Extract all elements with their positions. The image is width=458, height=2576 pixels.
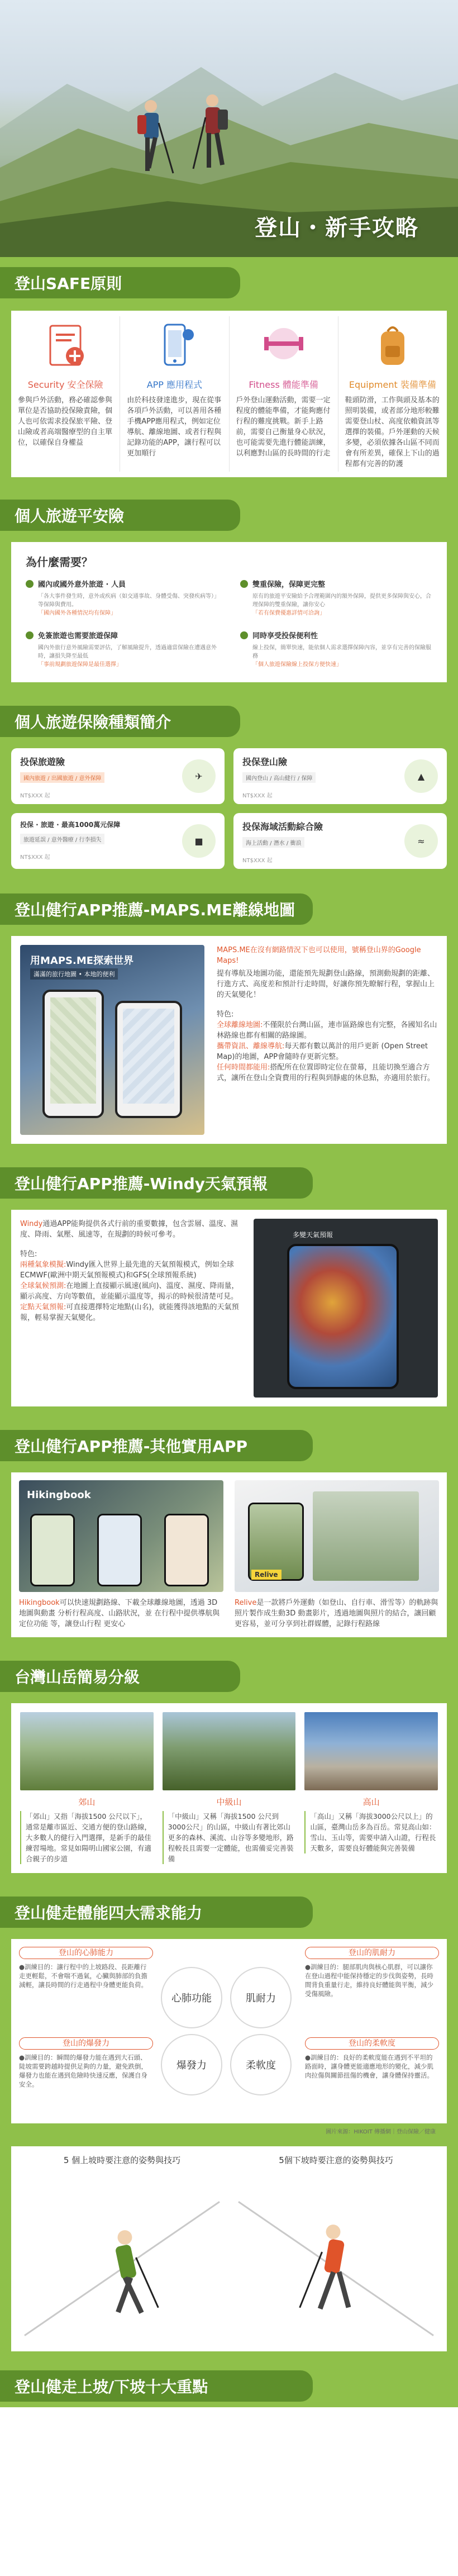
section-header-band [0, 1651, 458, 1701]
solo-item-title: 國內或國外意外旅遊 · 人員 [38, 581, 126, 589]
downhill-illustration [233, 2168, 439, 2341]
fitness-box-title: 登山的柔軟度 [305, 2037, 439, 2050]
mapsme-screenshot [20, 945, 204, 1135]
feature-label: 兩種氣象模擬: [20, 1261, 66, 1269]
feature-text: 不僅限於台灣山區，連市區路線也有完整，各國知名山林路線也都有相關的路線圖。 [217, 1021, 437, 1040]
plan-tag: 國內登山 / 高山健行 / 保障 [242, 772, 316, 783]
section-header-band [0, 2363, 458, 2407]
windy-body: 通過APP能夠提供各式行前的重要數據，包含雲層、溫度、濕度、降雨、氣壓、風速等，在規劃的時候可參考。 [20, 1220, 238, 1239]
fitness-box-title: 登山的心肺能力 [19, 1947, 153, 1959]
section-header-band [0, 883, 458, 934]
plan-tag: 旅遊延誤 / 意外醫療 / 行李損失 [20, 834, 104, 844]
feature-text: 搭配所在位置即時定位在螢幕，且能切換至適合方式，讓所在登山全資費用的行程與到靜處的休息點，亦適用於旅行。 [217, 1063, 435, 1082]
app-relive [235, 1480, 439, 1629]
plan-tag: 國內旅遊 / 出國旅遊 / 意外保障 [20, 772, 104, 783]
section-title-insurance: 個人旅遊保險種類簡介 [0, 706, 240, 737]
check-icon [240, 580, 248, 588]
posture-uphill [19, 2154, 225, 2344]
safe-card-equipment [338, 316, 447, 472]
wave-icon: ≈ [404, 824, 438, 858]
solo-item-title: 免簽旅遊也需要旅遊保障 [38, 632, 118, 640]
section-header-band [0, 696, 458, 746]
solo-item [240, 630, 432, 669]
safe-card-fitness [230, 316, 338, 472]
safe-card-text: 由於科技發達進步，現在從事各項戶外活動，可以善用各種手機APP應用程式，例如定位導航、離線地圖、或者行程與記錄功能的APP，讓行程可以更加順行 [127, 396, 222, 458]
fitness-section [0, 1937, 458, 2143]
solo-question: 為什麼需要？ [26, 555, 93, 569]
mapsme-intro: MAPS.ME在沒有網路情況下也可以使用，號稱登山界的Google Maps! [217, 946, 421, 965]
grade-name: 高山 [362, 1797, 380, 1807]
fitness-box [19, 1947, 153, 1989]
solo-item-note: 「事前規劃旅遊保障是最佳選擇」 [38, 662, 122, 668]
safe-card-label: Fitness 體能準備 [249, 379, 318, 390]
hikingbook-screenshot [19, 1480, 223, 1592]
grade-text: 「郊山」又指「海拔1500 公尺以下」，通常是離市區近、交通方便的登山路線，大多數人的健行入門選擇，是新手的最佳練習場地。常見如陽明山國家公園，有適合親子的步道 [20, 1811, 154, 1864]
safe-section [0, 307, 458, 489]
plan-price: NT$XXX 起 [20, 793, 50, 799]
grade-item [20, 1712, 154, 1864]
hero-banner [0, 0, 458, 257]
solo-item [240, 578, 432, 617]
solo-item-note: 「國內國外各種情況均有保障」 [38, 610, 116, 616]
posture-title: 5 個上坡時要注意的姿勢與技巧 [63, 2155, 181, 2165]
safe-card-text: 參與戶外活動，務必確認參與單位是否協助投保險責險，個人也可依需求投保旅平險、登山險或者高端醫療型的自主單位，以確保自身權益 [18, 396, 113, 447]
feature-text: 在地圖上直接顯示風速(風向)、溫度、濕度、降雨量，顯示高度、方向等數值，並能顯示溫度等，揭示的時候很清楚可見。 [20, 1282, 239, 1301]
mapsme-body: 提有導航及地圖功能，還能預先規劃登山路線，預測動規劃的距離、行進方式、高度差和預計行走時間，好讓你預先瞭解行程，掌握山上的天氣變化！ [217, 969, 435, 999]
uphill-illustration [19, 2168, 225, 2341]
backpack-icon [368, 321, 418, 372]
fitness-circle: 爆發力 [161, 2034, 222, 2095]
check-icon [26, 631, 34, 639]
safe-card-label: APP 應用程式 [146, 379, 203, 390]
safe-card-label: Security 安全保險 [27, 379, 103, 390]
hikingbook-brand: Hikingbook [27, 1489, 91, 1501]
fitness-box-text: ●訓練目的：讓行程中的上坡路段、長距離行走更輕鬆，不會喘不過氣，心臟與肺部的負擔減輕，讓長時間的行走過程中身體更能負荷。 [19, 1963, 147, 1989]
windy-screen-title: 多變天氣預報 [293, 1231, 333, 1239]
section-title-fitness: 登山健走體能四大需求能力 [0, 1897, 313, 1928]
fitness-box-title: 登山的爆發力 [19, 2037, 153, 2050]
grade-text: 「高山」又稱「海拔3000公尺以上」的山區，臺灣山岳多為百岳。常見高山如：雪山、玉山等，需要申請入山證，行程長天數多，需要良好體能與完善裝備 [304, 1811, 438, 1853]
plan-price: NT$XXX 起 [20, 854, 50, 861]
feature-label: 攜帶資訊、離線導航: [217, 1042, 285, 1051]
app-hikingbook [19, 1480, 223, 1629]
plan-price: NT$XXX 起 [242, 793, 273, 799]
solo-item-desc: 原有的旅遊平安險給予合理範圍內的額外保障，提供更多保障與安心，合理保障的雙重保險，讓你安心 [252, 593, 431, 608]
suitcase-icon: ■ [182, 824, 216, 858]
app-name: Relive [235, 1599, 257, 1607]
app-description: 可以快速規劃路線、下載全球離線地圖，透過 3D 地圖與動畫 分析行程高度、山路狀況，並 在行程中提供導航與定位功能 等，讓登山行程 更安心 [19, 1599, 220, 1628]
insurance-plan-card[interactable] [233, 813, 447, 869]
grade-item [163, 1712, 296, 1864]
insurance-document-icon [40, 321, 90, 372]
solo-item-desc: 國內外旅行意外風險需要評估，了解風險提升，透過適當保險在遭遇意外時，讓損失降至最低 [38, 645, 217, 659]
section-header-band [0, 1420, 458, 1470]
phone-mockup [97, 1514, 142, 1586]
plan-name: 投保 · 旅遊 · 最高1000萬元保障 [20, 821, 121, 829]
insurance-section [0, 746, 458, 883]
airplane-icon: ✈ [182, 759, 216, 793]
phone-mockup [30, 1514, 75, 1586]
safe-card-text: 鞋頭防滑，工作與頭及基本的照明裝備，或者部分地形較難需要登山杖、高度依賴資訊等選擇的裝備。戶外運動的天候多變，必須依據各山區不同而會有所差異，確保上下山的過程都有完善的防護 [345, 396, 440, 468]
section-header-band [0, 1886, 458, 1937]
smartphone-icon [149, 321, 199, 372]
phone-mockup [164, 1514, 209, 1586]
fitness-box-text: ●訓練目的：良好的柔軟度能在遇到不平坦的路面時，讓身體更能適應地形的變化，減少肌肉拉傷與關節扭傷的機會，讓身體保持靈活。 [305, 2054, 433, 2079]
section-title-other-apps: 登山健行APP推薦-其他實用APP [0, 1430, 313, 1461]
mapsme-section [0, 934, 458, 1157]
phone-subcaption: 滿滿的旅行地圖 • 本地的便利 [30, 968, 118, 980]
feature-label: 全球氣候預測: [20, 1282, 66, 1290]
relive-brand: Relive [251, 1570, 282, 1580]
app-description: 是一款將戶外運動（如登山、自行車、滑雪等）的軌跡與照片製作成生動3D 動畫影片，透過地圖與照片的結合，讓回顧更容易，並可分享到社群媒體，記錄行程路線 [235, 1599, 438, 1628]
grade-text: 「中級山」又稱「海拔1500 公尺到3000公尺」的山區，中級山有著比郊山更多的森林、溪流、山谷等多變地形，路程較長且需要一定體能，也需備妥完善裝備 [163, 1811, 296, 1864]
phone-mockup [287, 1244, 399, 1389]
fitness-box [305, 1947, 439, 1998]
feature-text: 可直接選擇特定地點(山名)，就能獲得該地點的天氣預報，輕易掌握天氣變化。 [20, 1303, 239, 1322]
solo-item-title: 雙重保險，保障更完整 [252, 581, 326, 589]
grade-name: 中級山 [216, 1797, 242, 1807]
windy-section [0, 1208, 458, 1420]
insurance-plan-card[interactable] [11, 813, 225, 869]
fitness-circle: 柔軟度 [230, 2034, 292, 2095]
relive-screenshot [235, 1480, 439, 1592]
windy-screenshot [254, 1219, 438, 1398]
solo-section [0, 540, 458, 696]
solo-item [26, 578, 218, 617]
windy-intro: Windy [20, 1220, 43, 1228]
plan-tag: 海上活動 / 潛水 / 衝浪 [242, 837, 304, 848]
safe-card-security [11, 316, 120, 472]
feature-label: 任何時間都能用: [217, 1063, 270, 1072]
plan-price: NT$XXX 起 [242, 858, 273, 864]
solo-item-desc: 「各大事件發生時，意外或疾病（如交通事故、身體受傷、突發疾病等）」等保障與費用。 [38, 593, 217, 608]
app-name: Hikingbook [19, 1599, 60, 1607]
feature-text: 每天都有數以萬計的用戶更新 (Open Street Map)的地圖，APP會隨時存更新完整。 [217, 1042, 428, 1061]
feature-label: 定點天氣預報: [20, 1303, 66, 1311]
grades-section [0, 1701, 458, 1886]
section-title-safe: 登山SAFE原則 [0, 267, 240, 298]
feature-label: 全球離線地圖: [217, 1021, 263, 1029]
phone-mockup [115, 1001, 182, 1118]
fitness-circle: 心肺功能 [161, 1967, 222, 2028]
grade-photo [163, 1712, 296, 1790]
posture-title: 5個下坡時要注意的姿勢與技巧 [279, 2155, 393, 2165]
feature-title: 特色: [217, 1010, 234, 1019]
section-title-mapsme: 登山健行APP推薦-MAPS.ME離線地圖 [0, 893, 313, 925]
plan-name: 投保登山險 [242, 757, 288, 767]
posture-downhill [233, 2154, 439, 2344]
grade-name: 郊山 [78, 1797, 96, 1807]
fitness-icon [259, 321, 309, 372]
check-icon [240, 631, 248, 639]
solo-item [26, 630, 218, 669]
section-header-band [0, 1157, 458, 1208]
check-icon [26, 580, 34, 588]
relive-map-preview [313, 1491, 419, 1581]
hero-title: 登山・新手攻略 [255, 215, 419, 241]
solo-item-desc: 線上投保，簡單快速，能依個人需求選擇保障內容，並享有完善的保險服務 [252, 645, 431, 659]
plan-name: 投保旅遊險 [20, 757, 65, 767]
plan-name: 投保海域活動綜合險 [242, 821, 323, 832]
phone-mockup [42, 990, 104, 1118]
fitness-box-title: 登山的肌耐力 [305, 1947, 439, 1959]
safe-card-app [120, 316, 229, 472]
solo-item-note: 「個人旅遊保險線上投保方便快速」 [252, 662, 342, 668]
section-title-solo: 個人旅遊平安險 [0, 500, 240, 531]
fitness-box [305, 2037, 439, 2080]
phone-caption: 用MAPS.ME探索世界 [30, 955, 134, 967]
fitness-box [19, 2037, 153, 2089]
fitness-box-text: ●訓練目的：瞬間的爆發力能在遇到大石頭、陡坡需要跨越時提供足夠的力量，避免跌倒，爆發力也能在遇到危險時快速反應，保護自身安全。 [19, 2054, 147, 2088]
section-title-windy: 登山健行APP推薦-Windy天氣預報 [0, 1167, 313, 1199]
posture-section [0, 2143, 458, 2363]
phone-mockup [248, 1503, 304, 1581]
feature-text: Windy匯入世界上最先進的天氣預報模式，例如全球ECMWF(歐洲中期天氣預報模式)和GFS(全球預報系統) [20, 1261, 234, 1280]
mountain-icon: ▲ [404, 759, 438, 793]
solo-item-title: 同時享受投保便利性 [252, 632, 318, 640]
fitness-circle: 肌耐力 [230, 1967, 292, 2028]
grade-photo [304, 1712, 438, 1790]
grade-item [304, 1712, 438, 1864]
fitness-box-text: ●訓練目的：腿部肌肉與核心肌群，可以讓你在登山過程中能保持穩定的步伐與姿勢，長時間背負重量行走，維持良好體能與平衡，減少受傷風險。 [305, 1963, 433, 1998]
safe-card-text: 戶外登山運動活動，需要一定程度的體能準備，才能夠應付行程的難度挑戰。新手上路前，需要自己衡量身心狀況，也可能需要先進行體能訓練，以利應對山區的長時間的行走 [236, 396, 331, 458]
insurance-plan-card[interactable] [233, 748, 447, 804]
grade-photo [20, 1712, 154, 1790]
safe-card-label: Equipment 裝備準備 [349, 379, 436, 390]
section-title-grades: 台灣山岳簡易分級 [0, 1661, 240, 1692]
image-source-credit: 圖片來源：HIKOIT 傳播網｜登山保險／健康 [11, 2123, 447, 2135]
other-apps-section [0, 1470, 458, 1651]
feature-title: 特色: [20, 1250, 37, 1258]
section-header-band [0, 257, 458, 307]
insurance-plan-card[interactable] [11, 748, 225, 804]
section-header-band [0, 489, 458, 540]
solo-item-note: 「若有保費優惠詳情可洽詢」 [252, 610, 325, 616]
section-title-bottom: 登山健走上坡/下坡十大重點 [0, 2370, 313, 2402]
